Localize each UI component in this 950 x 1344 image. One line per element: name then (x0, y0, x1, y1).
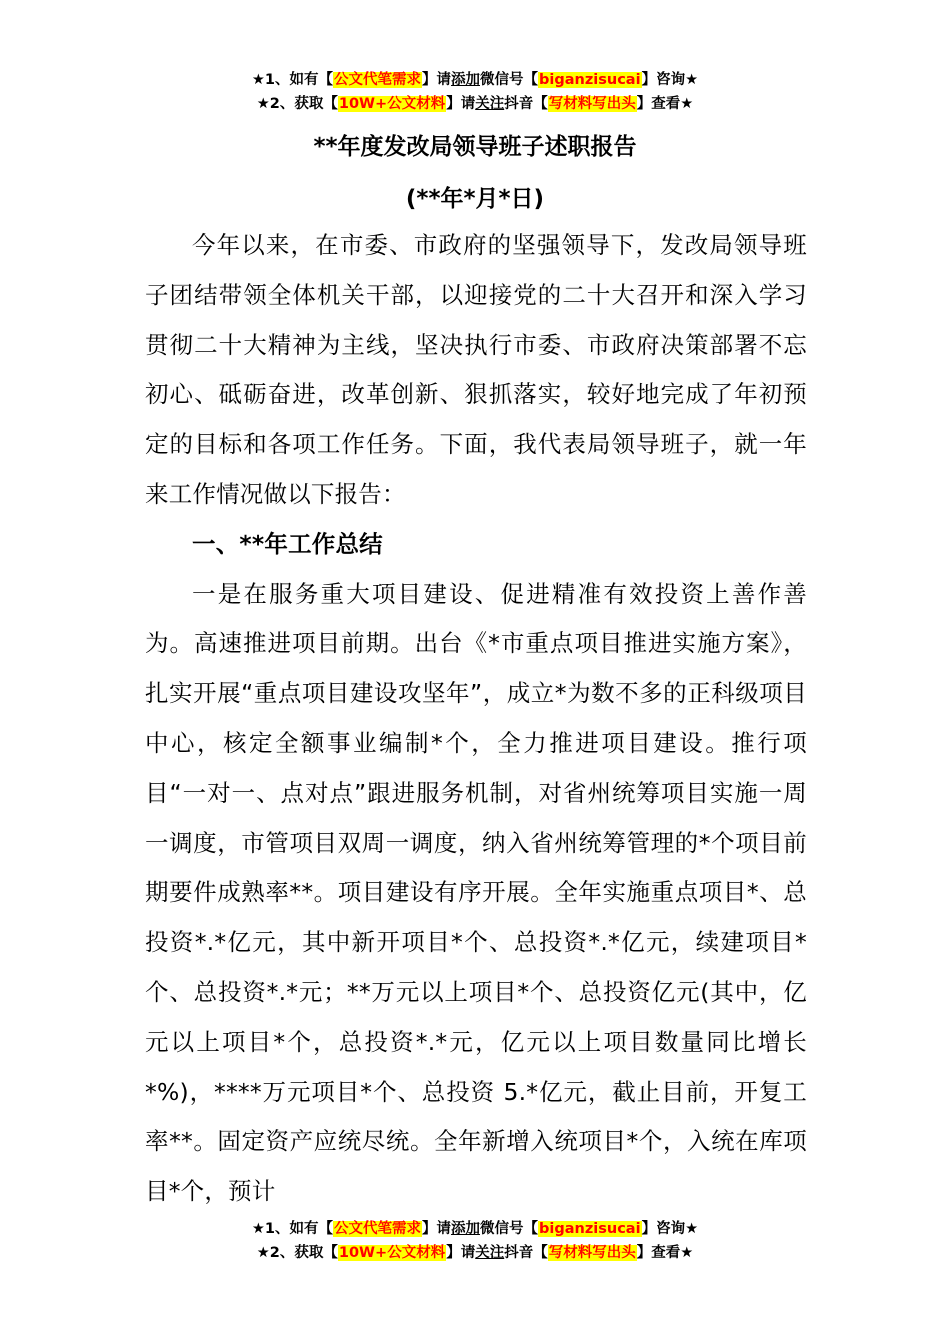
banner-text: 微信号【 (480, 72, 539, 88)
highlight-douyin-account: 写材料写出头 (548, 96, 636, 112)
intro-paragraph: 今年以来，在市委、市政府的坚强领导下，发改局领导班子团结带领全体机关干部，以迎接党的二十大召开和深入学习贯彻二十大精神为主线，坚决执行市委、市政府决策部署不忘初心、砥砺奋进，改革创新、狠抓落实，较好地完成了年初预定的目标和各项工作任务。下面，我代表局领导班子，就一年来工作情况做以下报告： (145, 231, 807, 508)
banner-text: 抖音【 (504, 1245, 548, 1261)
banner-underlined-text: 关注 (475, 1245, 505, 1261)
banner-line-2 (0, 92, 950, 116)
highlight-ghostwriting: 公文代笔需求 (334, 72, 422, 88)
banner-line-1 (0, 1217, 950, 1241)
bottom-banner (0, 1217, 950, 1265)
highlight-materials: 10W+公文材料 (338, 96, 446, 112)
top-banner (0, 68, 950, 116)
banner-line-2 (0, 1241, 950, 1265)
banner-text: ★1、如有【 (251, 1221, 334, 1237)
highlight-materials: 10W+公文材料 (338, 1245, 446, 1261)
section-paragraph: 一是在服务重大项目建设、促进精准有效投资上善作善为。高速推进项目前期。出台《*市重点项目推进实施方案》，扎实开展“重点项目建设攻坚年”，成立*为数不多的正科级项目中心，核定全额事业编制*个，全力推进项目建设。推行项目“一对一、点对点”跟进服务机制，对省州统筹项目实施一周一调度，市管项目双周一调度，纳入省州统筹管理的*个项目前期要件成熟率**。项目建设有序开展。全年实施重点项目*、总投资*.*亿元，其中新开项目*个、总投资*.*亿元，续建项目*个、总投资*.*元；**万元以上项目*个、总投资亿元(其中，亿元以上项目*个，总投资*.*元，亿元以上项目数量同比增长*%)，****万元项目*个、总投资 5.*亿元，截止目前，开复工率**。固定资产应统尽统。全年新增入统项目*个，入统在库项目*个，预计 (145, 579, 807, 1206)
highlight-wechat-id: biganzisucai (539, 72, 641, 88)
banner-text: 】咨询★ (641, 72, 699, 88)
highlight-ghostwriting: 公文代笔需求 (334, 1221, 422, 1237)
banner-text: ★1、如有【 (251, 72, 334, 88)
banner-text: 】请 (422, 72, 452, 88)
banner-text: ★2、获取【 (256, 96, 338, 112)
banner-text: 】请 (446, 1245, 476, 1261)
highlight-douyin-account: 写材料写出头 (548, 1245, 636, 1261)
banner-text: ★2、获取【 (256, 1245, 338, 1261)
banner-underlined-text: 关注 (475, 96, 505, 112)
highlight-wechat-id: biganzisucai (539, 1221, 641, 1237)
banner-line-1 (0, 68, 950, 92)
document-date: (**年*月*日) (405, 186, 545, 212)
banner-underlined-text: 添加 (451, 1221, 481, 1237)
document-body (145, 221, 807, 1217)
document-title: **年度发改局领导班子述职报告 (313, 134, 637, 160)
banner-text: 】请 (422, 1221, 452, 1237)
banner-text: 】咨询★ (641, 1221, 699, 1237)
banner-text: 】查看★ (636, 1245, 694, 1261)
banner-text: 抖音【 (504, 96, 548, 112)
banner-text: 】查看★ (636, 96, 694, 112)
banner-text: 微信号【 (480, 1221, 539, 1237)
banner-text: 】请 (446, 96, 476, 112)
banner-underlined-text: 添加 (451, 72, 481, 88)
section-heading: 一、**年工作总结 (192, 529, 383, 558)
